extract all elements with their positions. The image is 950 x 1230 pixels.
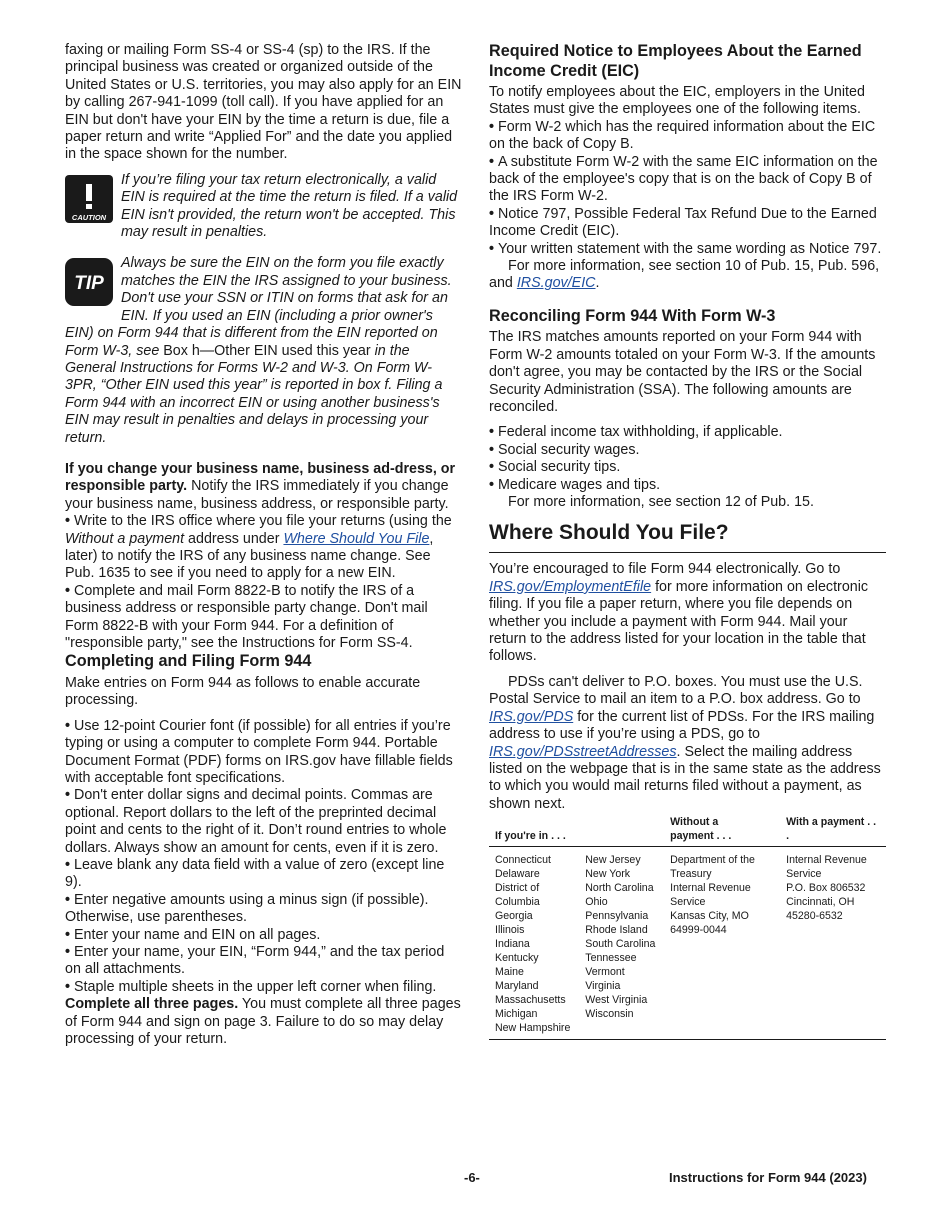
- states-list-2: New Jersey New York North Carolina Ohio Pennsylvania Rhode Island South Carolina Tennessee Vermont Virginia West Virginia Wisconsin: [579, 847, 664, 1040]
- states-list-1: Connecticut Delaware District of Columbia Georgia Illinois Indiana Kentucky Maine Maryland Massachusetts Michigan New Hampshire: [489, 847, 579, 1040]
- list-item: • Your written statement with the same wording as Notice 797.: [489, 240, 882, 257]
- tip-text: Always be sure the EIN on the form you file exactly matches the EIN the IRS assigned to your business. Don't use your SSN or ITIN on forms that ask for an EIN. If you used an EIN (including a prior owner's EIN) on Form 944 that is different from the EIN reported on Form W-3, see Box h—Other EIN used this year in the General Instructions for Forms W-2 and W-3. On Form W-3PR, “Other EIN used this year” is reported in box f. Filing a Form 944 with an incorrect EIN or using another business's EIN may result in penalties and delays in processing your return.: [65, 255, 452, 446]
- list-item: • Enter negative amounts using a minus sign (if possible). Otherwise, use parentheses.: [65, 891, 429, 926]
- list-item: • Complete and mail Form 8822-B to notify the IRS of a business address or responsible party change. Don't mail Form 8822-B with your Form 944. For a definition of "responsible party," see the Instructions for Form SS-4.: [65, 582, 428, 651]
- tip-callout: [65, 255, 462, 446]
- change-business-heading: If you change your business name, business ad-dress, or responsible party.: [65, 460, 456, 495]
- list-item: • Notice 797, Possible Federal Tax Refund Due to the Earned Income Credit (EIC).: [489, 205, 877, 240]
- page-number: -6-: [464, 1170, 480, 1185]
- col-header-without-payment: Without a payment . . .: [664, 815, 780, 847]
- eic-heading: Required Notice to Employees About the Earned Income Credit (EIC): [489, 42, 862, 80]
- col-header-with-payment: With a payment . . .: [780, 815, 886, 847]
- caution-icon: [65, 175, 113, 228]
- list-item: • Medicare wages and tips.: [489, 476, 661, 493]
- table-row: [489, 847, 886, 1040]
- left-column: [65, 42, 462, 1048]
- complete-all-pages-heading: Complete all three pages.: [65, 996, 239, 1013]
- filing-address-table: [489, 815, 886, 1040]
- list-item: • Use 12-point Courier font (if possible) for all entries if you’re typing or using a computer to complete Form 944. Portable Document Format (PDF) forms on IRS.gov have fillable fields with acceptable font specifications.: [65, 717, 453, 786]
- list-item: • Write to the IRS office where you file your returns (using the Without a payment address under Where Should You File, later) to notify the IRS of any business name change. See Pub. 1635 to see if you need to apply for a new EIN.: [65, 513, 452, 582]
- svg-text:CAUTION: CAUTION: [71, 212, 107, 222]
- pds-street-addresses-link[interactable]: IRS.gov/PDSstreetAddresses: [489, 743, 677, 760]
- where-to-file-heading: Where Should You File?: [489, 521, 886, 553]
- irs-pds-link[interactable]: IRS.gov/PDS: [489, 708, 574, 725]
- reconcile-intro: The IRS matches amounts reported on your Form 944 with Form W-2 amounts totaled on your Form W-3. If the amounts don't agree, you may be contacted by the IRS or the Social Security Administration (SSA). The following amounts are reconciled.: [489, 329, 876, 415]
- eic-more-info: For more information, see section 10 of Pub. 15, Pub. 596, and IRS.gov/EIC.: [489, 258, 880, 292]
- completing-heading: Completing and Filing Form 944: [65, 652, 312, 671]
- svg-text:TIP: TIP: [74, 273, 104, 295]
- completing-intro: Make entries on Form 944 as follows to enable accurate processing.: [65, 674, 421, 709]
- list-item: • A substitute Form W-2 with the same EIC information on the back of the employee's copy that is on the back of Copy B of the IRS Form W-2.: [489, 153, 878, 205]
- where-should-you-file-link[interactable]: Where Should You File: [283, 530, 430, 547]
- list-item: • Social security wages.: [489, 441, 640, 458]
- irs-eic-link[interactable]: IRS.gov/EIC: [516, 275, 596, 292]
- reconcile-more-info: For more information, see section 12 of Pub. 15.: [508, 494, 814, 511]
- change-business-paragraph: If you change your business name, business ad-dress, or responsible party. Notify the IRS immediately if you change your business name, business address, or responsible party.: [65, 460, 456, 512]
- list-item: • Federal income tax withholding, if applicable.: [489, 424, 783, 441]
- list-item: • Don't enter dollar signs and decimal points. Commas are optional. Report dollars to the left of the preprinted decimal point and cents to the right of it. Don’t round entries to whole dollars. Always show an amount for cents, even if it is zero.: [65, 787, 447, 856]
- employment-efile-link[interactable]: IRS.gov/EmploymentEfile: [489, 578, 652, 595]
- complete-all-pages-paragraph: Complete all three pages. You must complete all three pages of Form 944 and sign on page 3. Failure to do so may delay processing of your return.: [65, 996, 461, 1048]
- col-header-state: If you're in . . .: [489, 815, 664, 847]
- list-item: • Social security tips.: [489, 459, 621, 476]
- caution-callout: [65, 172, 462, 242]
- where-to-file-paragraph-1: You’re encouraged to file Form 944 electronically. Go to IRS.gov/EmploymentEfile for more information on electronic filing. If you file a paper return, where you file depends on whether you include a payment with Form 944. Mail your return to the address listed for your location in the table that follows.: [489, 561, 869, 665]
- right-column: [489, 42, 886, 1040]
- caution-text: If you’re filing your tax return electronically, a valid EIN is required at the time the return is filed. If a valid EIN isn't provided, the return won't be accepted. This may result in penalties.: [121, 171, 458, 241]
- eic-intro: To notify employees about the EIC, employers in the United States must give the employees one of the following items.: [489, 84, 865, 118]
- list-item: • Enter your name, your EIN, “Form 944,” and the tax period on all attachments.: [65, 944, 445, 978]
- list-item: • Staple multiple sheets in the upper left corner when filing.: [65, 978, 437, 995]
- with-payment-address: Internal Revenue Service P.O. Box 806532 Cincinnati, OH 45280-6532: [780, 847, 886, 1040]
- without-payment-address: Department of the Treasury Internal Revenue Service Kansas City, MO 64999-0044: [664, 847, 780, 1040]
- where-to-file-paragraph-2: PDSs can't deliver to P.O. boxes. You must use the U.S. Postal Service to mail an item to a P.O. box address. Go to IRS.gov/PDS for the current list of PDSs. For the IRS mailing address to use if you’re using a PDS, go to IRS.gov/PDSstreetAddresses. Select the mailing address listed on the webpage that is in the same state as the address to which you would mail returns filed without a payment, as shown next.: [489, 673, 881, 812]
- document-title-footer: Instructions for Form 944 (2023): [669, 1170, 867, 1185]
- list-item: • Enter your name and EIN on all pages.: [65, 926, 321, 943]
- list-item: • Leave blank any data field with a value of zero (except line 9).: [65, 856, 445, 891]
- list-item: • Form W-2 which has the required information about the EIC on the back of Copy B.: [489, 118, 876, 153]
- tip-icon: [65, 258, 113, 311]
- reconcile-heading: Reconciling Form 944 With Form W-3: [489, 306, 776, 325]
- ein-continued-paragraph: faxing or mailing Form SS-4 or SS-4 (sp) to the IRS. If the principal business was created or organized outside of the United States or U.S. territories, you may also apply for an EIN by calling 267-941-1099 (toll call). If you have applied for an EIN but don't have your EIN by the time a return is due, file a paper return and write “Applied For” and the date you applied in the space shown for the number.: [65, 42, 462, 163]
